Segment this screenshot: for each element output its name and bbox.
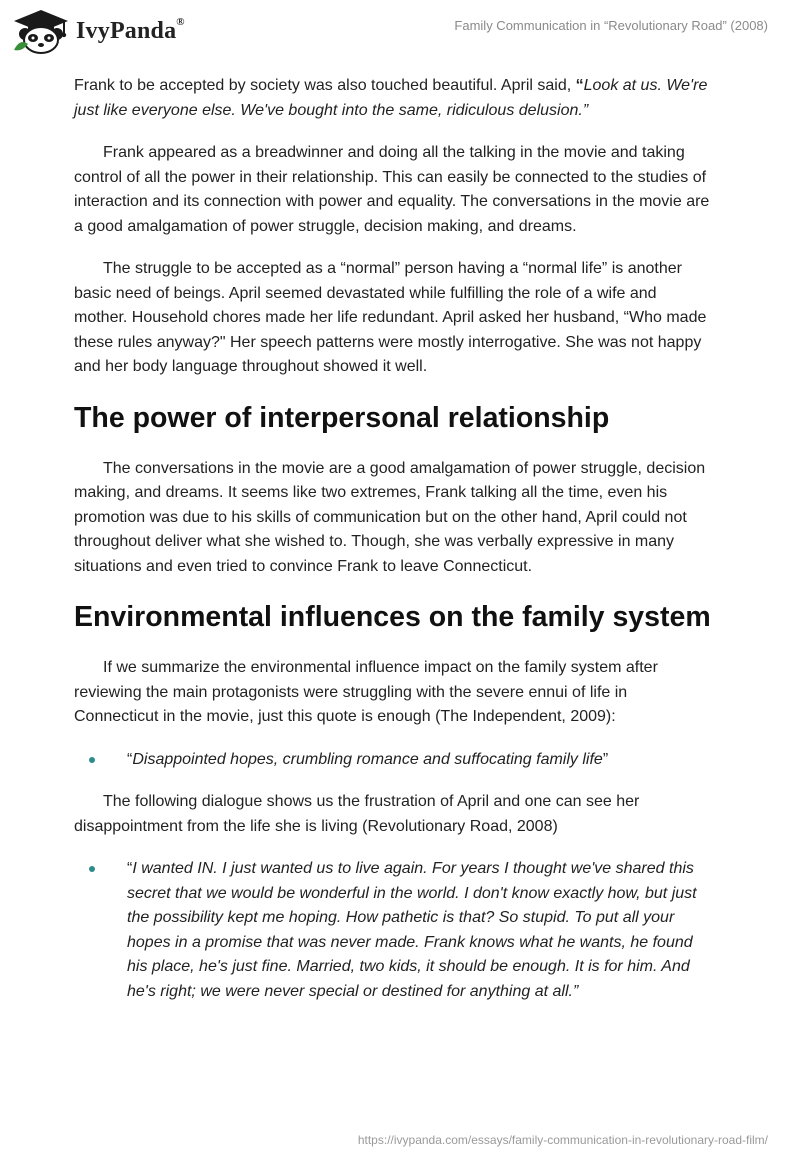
document-title: Family Communication in “Revolutionary Road” (2008) (454, 18, 768, 33)
bullet-icon (89, 757, 95, 763)
bullet-icon (89, 866, 95, 872)
section-heading-environmental: Environmental influences on the family system (74, 601, 711, 633)
page-header (0, 0, 800, 70)
ivypanda-logo[interactable] (12, 8, 185, 54)
quote-list-1 (74, 748, 714, 773)
brand-name: IvyPanda® (76, 15, 185, 44)
paragraph-6: The following dialogue shows us the frustration of April and one can see her disappointment from the life she is living (Revolutionary Road, 2008) (74, 793, 640, 835)
article-body (74, 74, 714, 1022)
list-item: “Disappointed hopes, crumbling romance and suffocating family life” (74, 748, 714, 773)
list-item: “I wanted IN. I just wanted us to live again. For years I thought we've shared this secret that we would be wonderful in the world. I don't know exactly how, but just the possibility kept me hoping. How pathetic is that? So stupid. To put all your hopes in a promise that was never made. Frank knows what he wants, he found his place, he's just fine. Married, two kids, it should be enough. It is for him. And he's right; we were never special or destined for anything at all.” (74, 857, 714, 1004)
paragraph-2: Frank appeared as a breadwinner and doing all the talking in the movie and taking control of all the power in their relationship. This can easily be connected to the studies of interaction and its connection with power and equality. The conversations in the movie are a good amalgamation of power struggle, decision making, and dreams. (74, 144, 710, 235)
paragraph-3: The struggle to be accepted as a “normal” person having a “normal life” is another basic need of beings. April seemed devastated while fulfilling the role of a wife and mother. Household chores made her life redundant. April asked her husband, “Who made these rules anyway?" Her speech patterns were mostly interrogative. She was not happy and her body language throughout showed it well. (74, 260, 707, 375)
panda-mascot-icon (12, 8, 70, 54)
paragraph-1: Frank to be accepted by society was also touched beautiful. April said, “Look at us. We're just like everyone else. We've bought into the same, ridiculous delusion.” (74, 77, 708, 119)
section-heading-interpersonal: The power of interpersonal relationship (74, 401, 610, 434)
quote-list-2 (74, 857, 714, 1004)
paragraph-5: If we summarize the environmental influence impact on the family system after reviewing the main protagonists were struggling with the severe ennui of life in Connecticut in the movie, just this quote is enough (The Independent, 2009): (74, 659, 658, 725)
source-url-link[interactable]: https://ivypanda.com/essays/family-communication-in-revolutionary-road-film/ (357, 1133, 768, 1147)
paragraph-4: The conversations in the movie are a good amalgamation of power struggle, decision making, and dreams. It seems like two extremes, Frank talking all the time, even his promotion was due to his skills of communication but on the other hand, April could not throughout deliver what she wished to. Though, she was verbally expressive in many situations and even tried to convince Frank to leave Connecticut. (74, 459, 706, 575)
